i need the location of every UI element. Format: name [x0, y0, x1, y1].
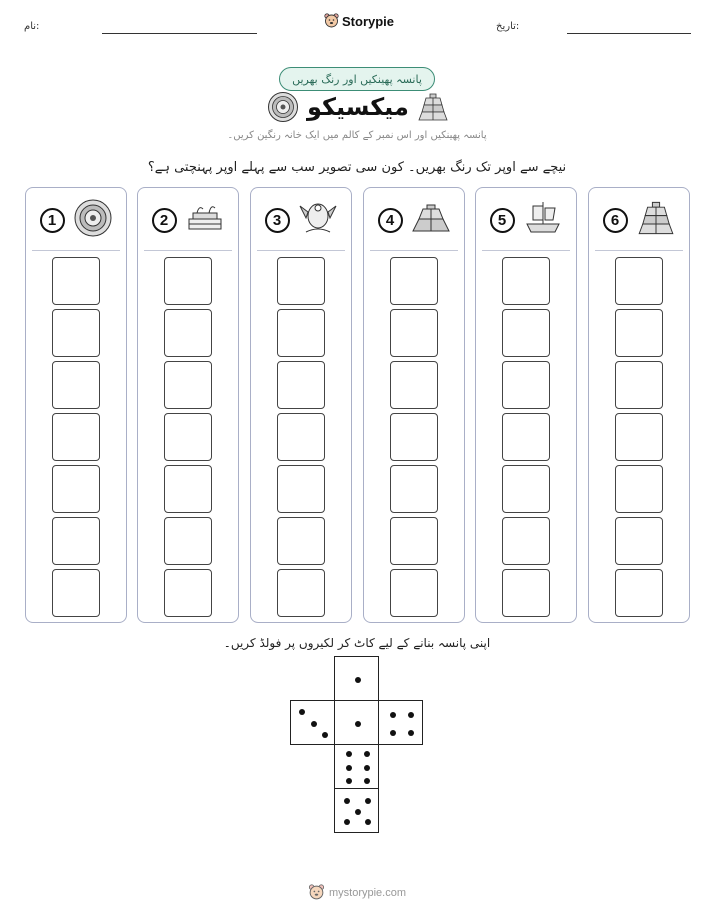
- step-pyramid-icon: [417, 92, 449, 122]
- race-column-2: [137, 187, 239, 623]
- color-cell[interactable]: [52, 465, 100, 513]
- die-pip: [355, 809, 361, 815]
- color-cell[interactable]: [277, 361, 325, 409]
- die-pip: [344, 798, 350, 804]
- column-header: [251, 200, 351, 240]
- step-pyramid-icon: [636, 200, 676, 240]
- date-label: تاریخ:: [496, 21, 520, 32]
- die-pip: [390, 712, 396, 718]
- die-pip: [346, 778, 352, 784]
- color-cell[interactable]: [52, 309, 100, 357]
- color-cell[interactable]: [277, 413, 325, 461]
- color-cell[interactable]: [615, 257, 663, 305]
- color-cell[interactable]: [390, 309, 438, 357]
- race-column-3: [250, 187, 352, 623]
- color-cell[interactable]: [615, 465, 663, 513]
- color-cell[interactable]: [615, 569, 663, 617]
- column-divider: [32, 250, 120, 251]
- footer: [308, 884, 406, 901]
- color-cell[interactable]: [164, 569, 212, 617]
- die-pip: [311, 721, 317, 727]
- die-face-1: [334, 700, 379, 745]
- race-column-6: [588, 187, 690, 623]
- race-question: نیچے سے اوپر تک رنگ بھریں۔ کون سی تصویر سب سے پہلے اوپر پہنچتی ہے؟: [147, 160, 567, 175]
- die-pip: [344, 819, 350, 825]
- column-header: [589, 200, 689, 240]
- color-cell[interactable]: [615, 413, 663, 461]
- column-divider: [144, 250, 232, 251]
- column-number: 4: [378, 208, 403, 233]
- color-cell[interactable]: [52, 569, 100, 617]
- column-cells: [138, 257, 238, 621]
- color-cell[interactable]: [615, 517, 663, 565]
- die-pip: [346, 751, 352, 757]
- color-cell[interactable]: [390, 465, 438, 513]
- storypie-bear-icon: [324, 13, 339, 29]
- brand-name: Storypie: [342, 13, 395, 29]
- color-cell[interactable]: [52, 361, 100, 409]
- color-cell[interactable]: [164, 465, 212, 513]
- die-pip: [364, 751, 370, 757]
- color-cell[interactable]: [164, 309, 212, 357]
- color-cell[interactable]: [277, 309, 325, 357]
- aztec-calendar-icon: [73, 198, 113, 242]
- color-cell[interactable]: [390, 257, 438, 305]
- column-header: [138, 200, 238, 240]
- column-cells: [251, 257, 351, 621]
- aztec-calendar-icon: [267, 91, 299, 123]
- color-cell[interactable]: [164, 517, 212, 565]
- color-cell[interactable]: [164, 361, 212, 409]
- eagle-emblem-icon: [298, 198, 338, 242]
- page-title: میکسیکو: [307, 93, 409, 121]
- column-cells: [476, 257, 576, 621]
- die-pip: [355, 677, 361, 683]
- storypie-bear-icon: [308, 884, 325, 901]
- color-cell[interactable]: [390, 361, 438, 409]
- die-pip: [346, 765, 352, 771]
- column-divider: [370, 250, 458, 251]
- color-cell[interactable]: [277, 517, 325, 565]
- column-number: 6: [603, 208, 628, 233]
- color-cell[interactable]: [615, 309, 663, 357]
- die-face-3: [290, 700, 335, 745]
- color-cell[interactable]: [164, 257, 212, 305]
- column-number: 5: [490, 208, 515, 233]
- color-cell[interactable]: [277, 569, 325, 617]
- footer-url: mystorypie.com: [329, 886, 407, 899]
- column-cells: [364, 257, 464, 621]
- color-cell[interactable]: [390, 413, 438, 461]
- color-cell[interactable]: [277, 465, 325, 513]
- die-pip: [322, 732, 328, 738]
- die-face-6: [334, 744, 379, 789]
- color-cell[interactable]: [277, 257, 325, 305]
- color-cell[interactable]: [502, 465, 550, 513]
- activity-pill: پانسہ پھینکیں اور رنگ بھریں: [279, 67, 435, 91]
- column-number: 2: [152, 208, 177, 233]
- race-column-5: [475, 187, 577, 623]
- die-pip: [390, 730, 396, 736]
- die-pip: [364, 778, 370, 784]
- column-divider: [257, 250, 345, 251]
- column-number: 1: [40, 208, 65, 233]
- color-cell[interactable]: [164, 413, 212, 461]
- die-pip: [355, 721, 361, 727]
- color-cell[interactable]: [502, 309, 550, 357]
- name-label: نام:: [24, 21, 40, 32]
- race-column-4: [363, 187, 465, 623]
- die-pip: [299, 709, 305, 715]
- name-line: [102, 33, 257, 34]
- race-column-1: [25, 187, 127, 623]
- color-cell[interactable]: [52, 257, 100, 305]
- instructions: پانسہ پھینکیں اور اس نمبر کے کالم میں ایک خانہ رنگین کریں۔: [227, 130, 487, 141]
- column-divider: [595, 250, 683, 251]
- color-cell[interactable]: [502, 569, 550, 617]
- storypie-logo: [324, 13, 394, 29]
- column-cells: [589, 257, 689, 621]
- color-cell[interactable]: [502, 517, 550, 565]
- die-pip: [408, 712, 414, 718]
- title-row: [267, 91, 449, 123]
- die-face-5: [334, 788, 379, 833]
- column-number: 3: [265, 208, 290, 233]
- die-face-4: [378, 700, 423, 745]
- color-cell[interactable]: [615, 361, 663, 409]
- pyramid-icon: [411, 201, 451, 239]
- color-cell[interactable]: [52, 413, 100, 461]
- column-header: [26, 200, 126, 240]
- column-cells: [26, 257, 126, 621]
- die-face-1: [334, 656, 379, 701]
- color-cell[interactable]: [502, 413, 550, 461]
- die-pip: [365, 819, 371, 825]
- color-cell[interactable]: [52, 517, 100, 565]
- cut-instruction: اپنی پانسہ بنانے کے لیے کاٹ کر لکیروں پر فولڈ کریں۔: [223, 636, 491, 650]
- galleon-ship-icon: [523, 198, 563, 242]
- color-cell[interactable]: [502, 361, 550, 409]
- color-cell[interactable]: [502, 257, 550, 305]
- column-header: [364, 200, 464, 240]
- column-divider: [482, 250, 570, 251]
- die-pip: [364, 765, 370, 771]
- column-header: [476, 200, 576, 240]
- die-pip: [365, 798, 371, 804]
- color-cell[interactable]: [390, 569, 438, 617]
- color-cell[interactable]: [390, 517, 438, 565]
- date-line: [567, 33, 691, 34]
- die-pip: [408, 730, 414, 736]
- trajinera-boat-icon: [185, 201, 225, 239]
